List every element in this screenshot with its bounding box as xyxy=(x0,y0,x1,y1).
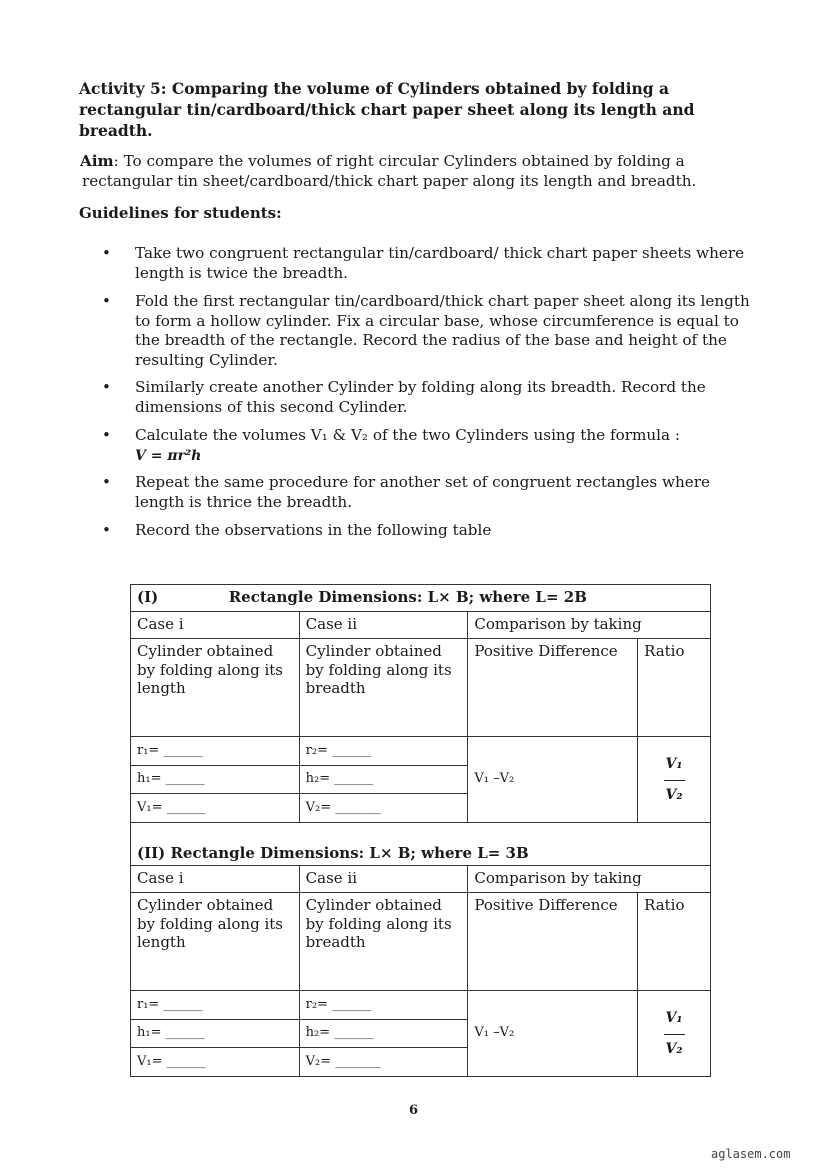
section-2-heading xyxy=(131,823,711,866)
v2-field: V₂= _______ xyxy=(299,794,468,823)
case-i-description: Cylinder obtained by folding along its length xyxy=(131,639,300,737)
v2-field: V₂= _______ xyxy=(299,1048,468,1077)
table-row xyxy=(131,612,711,639)
v1-field: V₁= ______ xyxy=(131,794,300,823)
list-item-text: Similarly create another Cylinder by folding along its breadth. Record the dimensions of this second Cylinder. xyxy=(135,378,706,416)
ratio-numerator: V₁ xyxy=(664,1009,685,1036)
ratio-header: Ratio xyxy=(638,893,711,991)
observation-table xyxy=(130,584,711,1077)
v1-field: V₁= ______ xyxy=(131,1048,300,1077)
list-item-text: Fold the first rectangular tin/cardboard/thick chart paper sheet along its length to form a hollow cylinder. Fix a circular base, whose circumference is equal to the breadth of the rectangle. Record the radius of the base and height of the resulting Cylinder. xyxy=(135,292,750,369)
ratio-cell xyxy=(638,737,711,823)
bullet-icon: • xyxy=(102,521,111,539)
table-row xyxy=(131,991,711,1020)
r2-field: r₂= ______ xyxy=(299,737,468,766)
h2-field: h₂= ______ xyxy=(299,766,468,794)
case-i-header: Case i xyxy=(131,866,300,893)
list-item-text: Repeat the same procedure for another set of congruent rectangles where length is thrice the breadth. xyxy=(135,473,710,511)
activity-title: Activity 5: Comparing the volume of Cylinders obtained by folding a rectangular tin/cardboard/thick chart paper sheet along its length and breadth. xyxy=(79,79,695,140)
case-i-header: Case i xyxy=(131,612,300,639)
table-row xyxy=(131,639,711,737)
comparison-header: Comparison by taking xyxy=(468,866,711,893)
section-2-label: (II) xyxy=(137,843,166,862)
case-ii-description: Cylinder obtained by folding along its breadth xyxy=(299,639,468,737)
case-i-description: Cylinder obtained by folding along its length xyxy=(131,893,300,991)
r1-field: r₁= ______ xyxy=(131,991,300,1020)
list-item-text: Take two congruent rectangular tin/cardboard/ thick chart paper sheets where length is twice the breadth. xyxy=(135,244,745,282)
h2-field: h₂= ______ xyxy=(299,1020,468,1048)
aim-line-2: rectangular tin sheet/cardboard/thick chart paper along its length and breadth. xyxy=(82,171,697,190)
list-item-text: Record the observations in the following table xyxy=(135,521,492,539)
ratio-numerator: V₁ xyxy=(664,755,685,782)
aim-paragraph xyxy=(80,152,760,191)
positive-difference-header: Positive Difference xyxy=(468,639,638,737)
difference-cell: V₁ –V₂ xyxy=(468,737,638,823)
table-row xyxy=(131,893,711,991)
positive-difference-header: Positive Difference xyxy=(468,893,638,991)
bullet-icon: • xyxy=(102,244,111,262)
bullet-icon: • xyxy=(102,292,111,310)
h1-field: h₁= ______ xyxy=(131,1020,300,1048)
bullet-icon: • xyxy=(102,378,111,396)
aim-label: Aim xyxy=(80,152,114,170)
table-row xyxy=(131,866,711,893)
ratio-denominator: V₂ xyxy=(665,787,683,803)
case-ii-header: Case ii xyxy=(299,866,468,893)
section-1-dimensions: Rectangle Dimensions: L× B; where L= 2B xyxy=(228,588,587,606)
section-1-heading xyxy=(131,585,711,612)
site-watermark: aglasem.com xyxy=(711,1147,791,1161)
bullet-icon: • xyxy=(102,426,111,444)
volume-formula: V = πr²h xyxy=(135,447,202,464)
page-number: 6 xyxy=(409,1103,419,1118)
aim-line-1: : To compare the volumes of right circular Cylinders obtained by folding a xyxy=(113,152,685,170)
section-1-label: (I) xyxy=(137,588,159,606)
guidelines-heading: Guidelines for students: xyxy=(79,204,282,222)
ratio-denominator: V₂ xyxy=(665,1041,683,1057)
r1-field: r₁= ______ xyxy=(131,737,300,766)
ratio-cell xyxy=(638,991,711,1077)
section-2-dimensions: Rectangle Dimensions: L× B; where L= 3B xyxy=(170,843,529,862)
ratio-fraction xyxy=(664,1009,685,1059)
table-row xyxy=(131,585,711,612)
h1-field: h₁= ______ xyxy=(131,766,300,794)
comparison-header: Comparison by taking xyxy=(468,612,711,639)
bullet-icon: • xyxy=(102,473,111,491)
table-row xyxy=(131,737,711,766)
case-ii-description: Cylinder obtained by folding along its breadth xyxy=(299,893,468,991)
ratio-header: Ratio xyxy=(638,639,711,737)
difference-cell: V₁ –V₂ xyxy=(468,991,638,1077)
volume-instruction: Calculate the volumes V₁ & V₂ of the two Cylinders using the formula : xyxy=(135,426,681,444)
list-item-text xyxy=(135,426,760,466)
table-row xyxy=(131,823,711,866)
case-ii-header: Case ii xyxy=(299,612,468,639)
ratio-fraction xyxy=(664,755,685,805)
r2-field: r₂= ______ xyxy=(299,991,468,1020)
